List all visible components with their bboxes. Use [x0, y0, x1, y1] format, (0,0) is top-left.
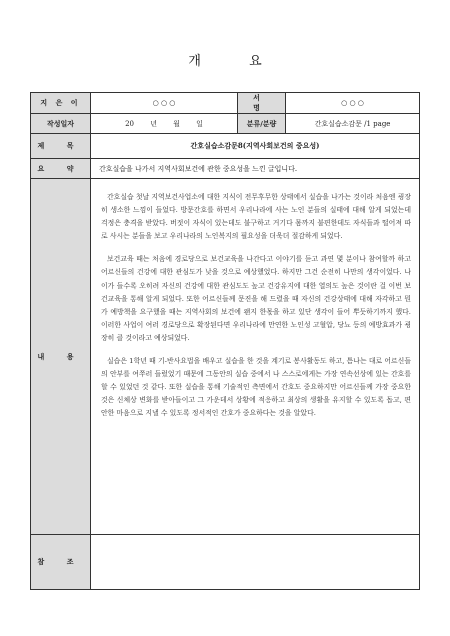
- author-row: [31, 93, 420, 114]
- category-label: 분류/분량: [238, 114, 286, 134]
- summary-row: [31, 159, 420, 179]
- content-paragraph-1: 간호실습 첫날 지역보건사업소에 대한 지식이 전무후무한 상태에서 실습을 나가는 것이라 처음엔 굉장히 생소한 느낌이 들었다. 방문간호를 하면서 우리나라에 사는 노인 분들의 실태에 대해 알게 되었는데 걱정은 충격을 받았다. 버젓이 자식이 있는데도 불구하고 거기다 몸까지 불편한데도 자식들과 떨어져 따로 사시는 분들을 보고 우리나라의 노인복지의 필요성을 더욱더 절감하게 되었다.: [101, 193, 411, 241]
- summary-label: 요 약: [31, 159, 91, 179]
- content-body: [91, 179, 420, 535]
- summary-value: 간호실습을 나가서 지역사회보건에 관한 중요성을 느낀 글입니다.: [91, 159, 420, 179]
- reference-row: [31, 535, 420, 590]
- subject-row: [31, 134, 420, 159]
- content-row: [31, 179, 420, 535]
- content-paragraph-3: 실습은 1학년 때 기-반사요법을 배우고 실습을 한 것을 계기로 봉사활동도 하고, 틈나는 대로 어르신들의 안부를 여쭈러 들렀었기 때문에 그동안의 실습 중에서 나 스스로에게는 가장 연속선상에 있는 간호를 할 수 있었던 것 같다. 또한 실습을 통해 기술적인 측면에서 간호도 중요하지만 어르신들께 가장 중요한 것은 신체상 변화를 받아들이고 그 가운데서 상황에 적응하고 최상의 생활을 유지할 수 있도록 돕고, 편안한 마음으로 지낼 수 있도록 정서적인 간호가 중요하다는 것을 알았다.: [101, 357, 411, 418]
- reference-value: [91, 535, 420, 590]
- subject-label: 제 목: [31, 134, 91, 159]
- date-label: 작성일자: [31, 114, 91, 134]
- content-paragraph-2: 보건교육 때는 처음에 경로당으로 보건교육을 나간다고 이야기를 듣고 과연 몇 분이나 참여할까 하고 어르신들의 건강에 대한 관심도가 낮을 것으로 예상했었다. 하지만 그건 순전히 나만의 생각이었다. 나이가 들수록 오히려 자신의 건강에 대한 관심도도 높고 건강유지에 대한 열의도 높은 것이란 걸 이번 보건교육을 통해 알게 되었다. 또한 어르신들께 문진을 해 드렸을 때 자신의 건강상태에 대해 자각하고 뭔가 예방책을 요구했을 때는 지역사회의 보건에 왠지 한몫을 하고 있단 생각이 들어 뿌듯하기까지 했다. 이러한 사업이 여러 경로당으로 확장된다면 우리나라에 만연한 노인성 고혈압, 당뇨 등의 예방효과가 굉장히 클 것이라고 예상되었다.: [101, 255, 411, 342]
- reference-label: 참 조: [31, 535, 91, 590]
- date-row: [31, 114, 420, 134]
- date-value: 20 년 월 일: [91, 114, 238, 134]
- report-form-table: [30, 92, 420, 590]
- document-title: 개 요: [188, 54, 284, 69]
- subject-value: 간호실습소감문8(지역사회보건의 중요성): [91, 134, 420, 159]
- author-label: 지 은 이: [31, 93, 91, 114]
- author-value: ○ ○ ○: [91, 93, 238, 114]
- category-value: 간호실습소감문 /1 page: [286, 114, 420, 134]
- content-label: 내 용: [31, 179, 91, 535]
- signature-label: 서 명: [238, 93, 286, 114]
- signature-value: ○ ○ ○: [286, 93, 420, 114]
